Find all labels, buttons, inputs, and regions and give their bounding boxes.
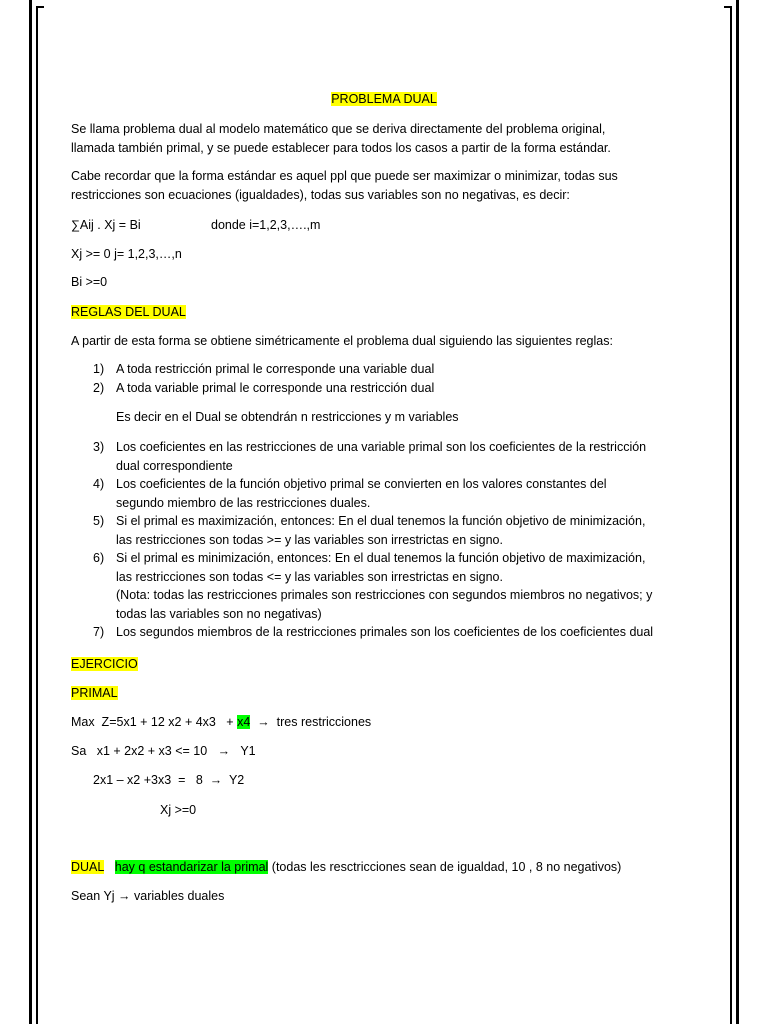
rule-item <box>93 549 673 623</box>
dual-rest: (todas les resctricciones sean de igualdad, 10 , 8 no negativos) <box>271 860 622 874</box>
objective-highlight: x4 <box>237 715 251 729</box>
recall-paragraph <box>71 167 661 204</box>
constraint-2: 2x1 – x2 +3x3 = 8 → Y2 <box>93 773 245 787</box>
objective-line <box>71 713 661 732</box>
rule-text: A toda restricción primal le corresponde una variable dual <box>116 362 435 376</box>
page-border-left-inner <box>36 6 38 1024</box>
page-border-left-outer <box>29 0 32 1024</box>
title-text: PROBLEMA DUAL <box>331 92 437 106</box>
rule-item <box>93 475 673 512</box>
dual-label: DUAL <box>71 860 105 874</box>
rule-text: todas las variables son no negativas) <box>116 606 322 621</box>
rules-list-b <box>93 438 673 642</box>
rule-number: 3) <box>93 440 105 454</box>
rule-number: 6) <box>93 551 105 565</box>
rules-note: Es decir en el Dual se obtendrán n restricciones y m variables <box>116 410 459 424</box>
rules-list-a <box>93 360 673 397</box>
primal-heading-text: PRIMAL <box>71 686 118 700</box>
rule-item <box>93 512 673 549</box>
rules-intro: A partir de esta forma se obtiene simétricamente el problema dual siguiendo las siguientes reglas: <box>71 334 613 348</box>
dual-line <box>71 858 661 877</box>
page-border-right-cap <box>724 6 732 8</box>
formula-sum-left: ∑Aij . Xj = Bi <box>71 218 141 232</box>
constraint-1: Sa x1 + 2x2 + x3 <= 10 → Y1 <box>71 744 256 758</box>
intro-line: Se llama problema dual al modelo matemático que se deriva directamente del problema original, <box>71 122 606 136</box>
rule-number: 5) <box>93 514 105 528</box>
rule-text: A toda variable primal le corresponde una restricción dual <box>116 380 435 395</box>
rule-text: las restricciones son todas >= y las variables son irrestrictas en signo. <box>116 532 503 547</box>
rule-text: Si el primal es maximización, entonces: En el dual tenemos la función objetivo de minimización, <box>116 514 646 528</box>
rule-number: 4) <box>93 477 105 491</box>
nonnegativity-line: Xj >=0 <box>160 803 197 817</box>
rule-text: Los coeficientes de la función objetivo primal se convierten en los valores constantes del <box>116 477 607 491</box>
rule-text: (Nota: todas las restricciones primales son restricciones con segundos miembros no negativos; y <box>116 588 653 602</box>
document-title <box>0 92 768 106</box>
rules-heading-text: REGLAS DEL DUAL <box>71 305 186 319</box>
rule-item <box>93 379 673 398</box>
formula-sum <box>71 216 661 235</box>
formula-xj: Xj >= 0 j= 1,2,3,…,n <box>71 247 182 261</box>
rule-text: las restricciones son todas <= y las variables son irrestrictas en signo. <box>116 569 503 584</box>
rule-number: 1) <box>93 362 105 376</box>
objective-suffix: → tres restricciones <box>250 715 372 729</box>
rule-text: Los coeficientes en las restricciones de una variable primal son los coeficientes de la restricción <box>116 440 647 454</box>
rule-number: 2) <box>93 380 105 395</box>
exercise-heading <box>71 655 661 674</box>
page-border-left-cap <box>36 6 44 8</box>
primal-heading <box>71 684 661 703</box>
recall-line: Cabe recordar que la forma estándar es aquel ppl que puede ser maximizar o minimizar, todas sus <box>71 169 618 183</box>
page-border-right-outer <box>736 0 739 1024</box>
formula-bi: Bi >=0 <box>71 275 108 289</box>
rule-text: Los segundos miembros de la restricciones primales son los coeficientes de los coeficientes dual <box>116 625 654 639</box>
rule-text: segundo miembro de las restricciones duales. <box>116 495 371 510</box>
exercise-heading-text: EJERCICIO <box>71 657 138 671</box>
intro-line: llamada también primal, y se puede establecer para todos los casos a partir de la forma estándar. <box>71 140 611 155</box>
rule-item <box>93 438 673 475</box>
rule-item <box>93 360 673 379</box>
objective-prefix: Max Z=5x1 + 12 x2 + 4x3 + <box>71 715 238 729</box>
dual-variables-line: Sean Yj → variables duales <box>71 889 225 903</box>
recall-line: restricciones son ecuaciones (igualdades), todas sus variables son no negativas, es decir: <box>71 187 570 202</box>
rule-text: dual correspondiente <box>116 458 233 473</box>
rule-number: 7) <box>93 625 105 639</box>
page-border-right-inner <box>730 6 732 1024</box>
rule-item <box>93 623 673 642</box>
rule-text: Si el primal es minimización, entonces: En el dual tenemos la función objetivo de maximización, <box>116 551 646 565</box>
formula-sum-right: donde i=1,2,3,….,m <box>211 218 321 232</box>
dual-highlight: hay q estandarizar la primal <box>114 860 269 874</box>
intro-paragraph <box>71 120 661 157</box>
rules-heading <box>71 303 661 322</box>
